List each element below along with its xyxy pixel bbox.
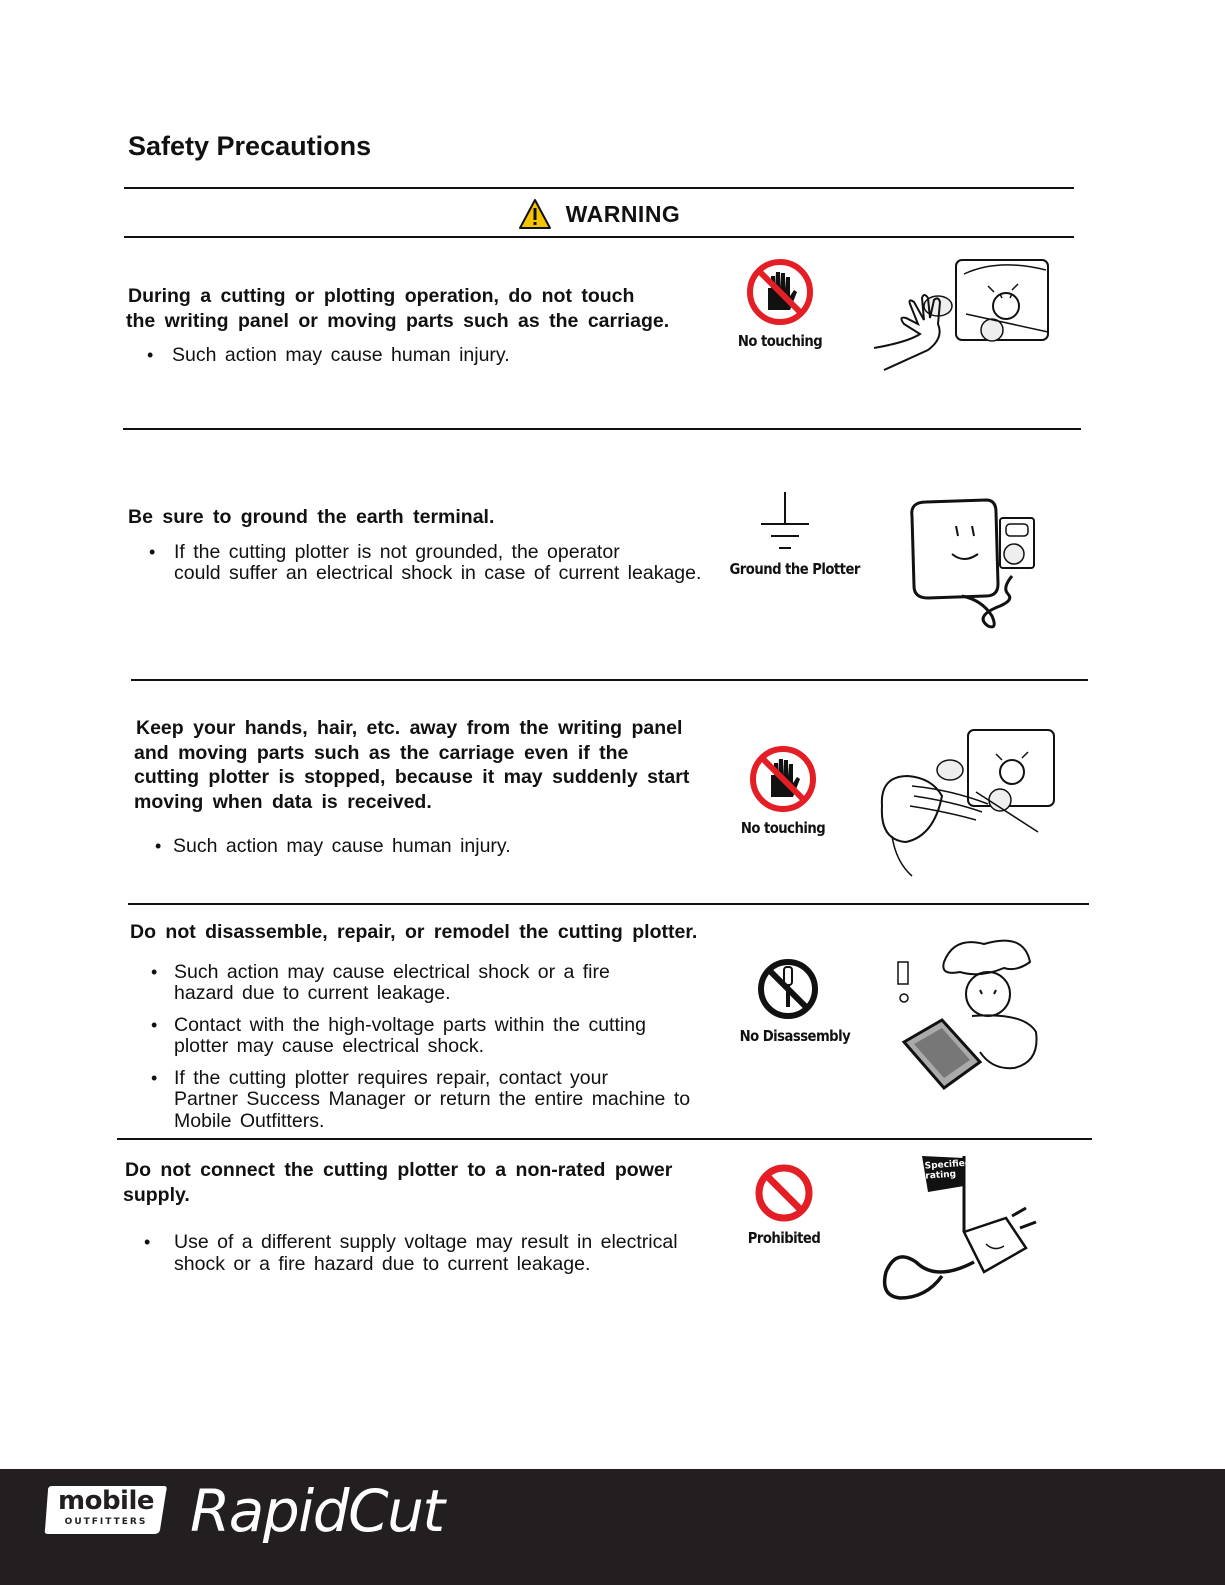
mobile-outfitters-logo: mobile OUTFITTERS bbox=[44, 1484, 168, 1536]
safety-item-no-touch-during-operation bbox=[126, 284, 716, 377]
safety-item-rated-power-supply bbox=[123, 1158, 723, 1285]
bullet-item: • If the cutting plotter is not grounded, the operator could suffer an electrical shock in case of current leakage. bbox=[128, 542, 718, 585]
item-bullets bbox=[130, 962, 730, 1133]
brand-name: RapidCut bbox=[190, 1477, 444, 1545]
item-bullets bbox=[126, 345, 716, 367]
sign-label: Ground the Plotter bbox=[729, 560, 860, 578]
hand-touching-plotter-illustration bbox=[868, 254, 1064, 372]
item-bullets bbox=[134, 836, 724, 858]
item-heading: Do not connect the cutting plotter to a non-rated power supply. bbox=[123, 1159, 673, 1206]
no-touching-sign bbox=[730, 258, 830, 350]
bullet-item: • Such action may cause human injury. bbox=[126, 345, 716, 367]
bullet-item: • Such action may cause human injury. bbox=[134, 836, 724, 858]
non-rated-supply-illustration bbox=[876, 1152, 1046, 1304]
safety-item-keep-away-from-moving-parts bbox=[134, 716, 724, 868]
page-title: Safety Precautions bbox=[128, 131, 372, 161]
divider bbox=[128, 903, 1089, 905]
safety-item-ground-terminal bbox=[128, 505, 718, 595]
item-bullets bbox=[123, 1232, 723, 1275]
bullet-item: • Such action may cause electrical shock or a fire hazard due to current leakage. bbox=[130, 962, 730, 1005]
warning-triangle-icon bbox=[518, 198, 552, 230]
sign-label: No touching bbox=[737, 332, 823, 350]
divider bbox=[131, 679, 1088, 681]
item-heading: Do not disassemble, repair, or remodel the cutting plotter. bbox=[130, 921, 698, 943]
grounded-plotter-illustration bbox=[902, 496, 1042, 630]
bullet-item: • If the cutting plotter requires repair, contact your Partner Success Manager or return the entire machine to Mobile Outfitters. bbox=[130, 1068, 730, 1133]
no-touching-sign bbox=[733, 745, 833, 837]
footer-bar bbox=[0, 1469, 1225, 1585]
item-bullets bbox=[128, 542, 718, 585]
item-heading: Be sure to ground the earth terminal. bbox=[128, 506, 495, 528]
prohibited-sign bbox=[734, 1163, 834, 1247]
ground-the-plotter-sign bbox=[722, 492, 860, 578]
sign-label: No touching bbox=[740, 819, 826, 837]
warning-label: WARNING bbox=[565, 200, 681, 227]
divider bbox=[117, 1138, 1092, 1140]
divider bbox=[124, 236, 1074, 238]
ground-symbol-icon bbox=[755, 492, 815, 554]
divider bbox=[124, 187, 1074, 189]
divider bbox=[123, 428, 1081, 430]
no-disassembly-sign bbox=[733, 957, 851, 1045]
item-heading: Keep your hands, hair, etc. away from the writing panel and moving parts such as the carriage even if the cutting plotter is stopped, because it may suddenly start moving when data is received. bbox=[134, 717, 690, 813]
hair-near-plotter-illustration bbox=[872, 726, 1058, 878]
disassembly-illustration bbox=[884, 932, 1054, 1096]
prohibited-icon bbox=[754, 1163, 814, 1223]
safety-item-do-not-disassemble bbox=[130, 920, 730, 1142]
no-touching-icon bbox=[749, 745, 817, 813]
bullet-item: • Contact with the high-voltage parts within the cutting plotter may cause electrical shock. bbox=[130, 1015, 730, 1058]
no-disassembly-icon bbox=[756, 957, 820, 1021]
no-touching-icon bbox=[746, 258, 814, 326]
sign-label: Prohibited bbox=[747, 1229, 821, 1247]
flag-text: Specified rating bbox=[924, 1158, 972, 1182]
item-heading: During a cutting or plotting operation, do not touch the writing panel or moving parts such as the carriage. bbox=[126, 285, 670, 332]
sign-label: No Disassembly bbox=[739, 1027, 851, 1045]
bullet-item: • Use of a different supply voltage may result in electrical shock or a fire hazard due to current leakage. bbox=[123, 1232, 723, 1275]
warning-header bbox=[124, 196, 1074, 232]
